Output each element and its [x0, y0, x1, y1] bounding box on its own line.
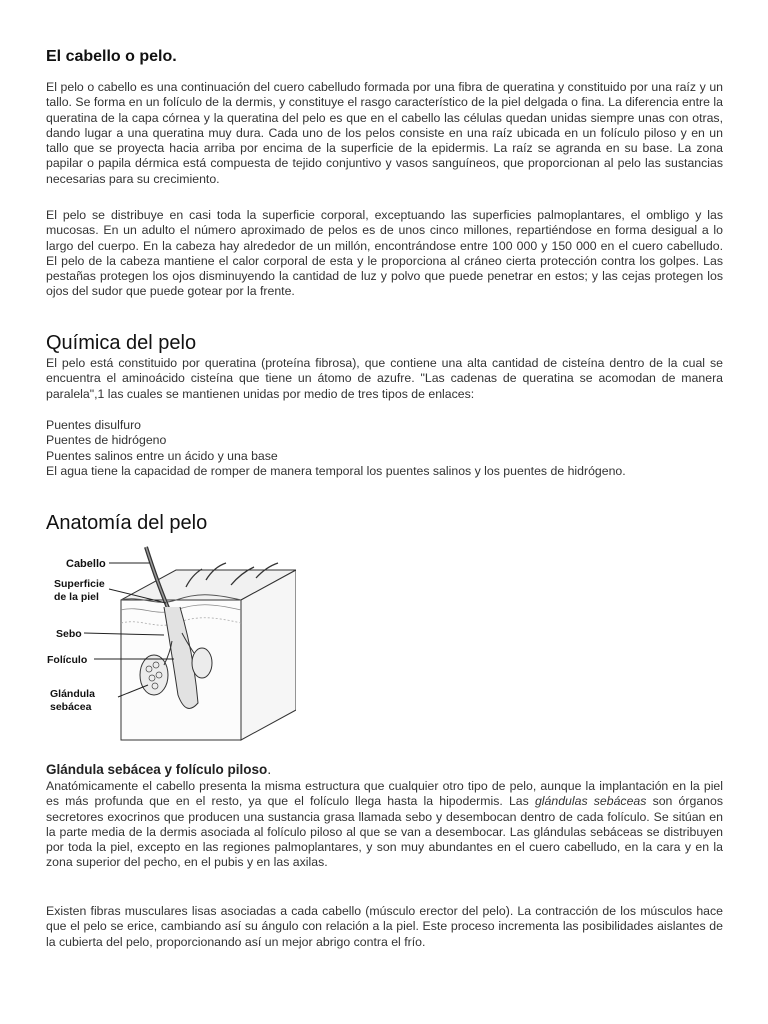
label-sebacea: sebácea: [50, 701, 92, 713]
paragraph-cabello-1: El pelo o cabello es una continuación del cuero cabelludo formada por una fibra de queratina y constituido por una raíz y un tallo. Se forma en un folículo de la dermis, y constituye el rasgo característico de la piel delgada o fina. La diferencia entre la queratina de la capa córnea y la queratina del pelo es que en el cabello las células quedan unidas siempre unas con otras, dando lugar a una queratina muy dura. Cada uno de los pelos consiste en una raíz ubicada en un folículo piloso y en un tallo que se proyecta hacia arriba por encima de la superficie de la epidermis. La raíz se agranda en su base. La zona papilar o papila dérmica está compuesta de tejido conjuntivo y vasos sanguíneos, que proporcionan al pelo las sustancias necesarias para su crecimiento.: [46, 80, 723, 186]
heading-anatomia: Anatomía del pelo: [46, 512, 208, 534]
paragraph-anatomia-1: [46, 779, 723, 871]
figure-caption: [46, 762, 271, 777]
hair-anatomy-figure: [46, 545, 296, 745]
list-item: El agua tiene la capacidad de romper de manera temporal los puentes salinos y los puentes de hidrógeno.: [46, 463, 626, 478]
bond-list: [46, 418, 626, 479]
paragraph-anatomia-2: Existen fibras musculares lisas asociadas a cada cabello (músculo erector del pelo). La contracción de los músculos hace que el pelo se erice, cambiando así su ángulo con relación a la piel. Este proceso incrementa las posibilidades aislantes de la cubierta del pelo, proporcionando así un mejor abrigo contra el frío.: [46, 904, 723, 949]
heading-quimica: Química del pelo: [46, 332, 197, 354]
paragraph-emphasis: glándulas sebáceas: [534, 794, 647, 809]
heading-cabello: El cabello o pelo.: [46, 48, 177, 65]
paragraph-quimica: El pelo está constituido por queratina (proteína fibrosa), que contiene una alta cantidad de cisteína dentro de la cual se encuentra el aminoácido cisteína que tiene un átomo de azufre. "Las cadenas de queratina se acomodan de manera paralela",1 las cuales se mantienen unidas por medio de tres tipos de enlaces:: [46, 356, 723, 401]
list-item: Puentes disulfuro: [46, 418, 142, 432]
caption-period: .: [267, 762, 272, 777]
label-cabello: Cabello: [66, 558, 106, 570]
list-item: Puentes de hidrógeno: [46, 433, 167, 448]
caption-bold: Glándula sebácea y folículo piloso: [46, 762, 268, 777]
list-item: Puentes salinos entre un ácido y una base: [46, 448, 278, 463]
label-foliculo: Folículo: [47, 654, 88, 666]
paragraph-text: Anatómicamente el cabello presenta la misma estructura que cualquier otro tipo de pelo, aunque la implantación en la piel es más profunda que en el resto, ya que el folículo llega hasta la hipodermis. Las: [46, 779, 723, 809]
label-glandula: Glándula: [50, 688, 95, 700]
paragraph-text: son órganos secretores exocrinos que producen una sustancia grasa llamada sebo y desembocan dentro de cada folículo. Se sitúan en la parte media de la dermis asociada al folículo piloso al que se van a desembocar. Las glándulas sebáceas se distribuyen por toda la piel, excepto en las regiones palmoplantares, y son muy abundantes en el cuero cabelludo, en la cara y en la zona superior del pecho, en el pubis y en las axilas.: [46, 794, 723, 870]
paragraph-cabello-2: El pelo se distribuye en casi toda la superficie corporal, exceptuando las superficies palmoplantares, el ombligo y las mucosas. En un adulto el número aproximado de pelos es de unos cinco millones, repartiéndose en forma desigual a lo largo del cuerpo. En la cabeza hay alrededor de un millón, encontrándose entre 100 000 y 150 000 en el cuero cabelludo. El pelo de la cabeza mantiene el calor corporal de esta y le proporciona al cráneo cierta protección contra los golpes. Las pestañas protegen los ojos disminuyendo la cantidad de luz y polvo que puede penetrar en estos; y las cejas protegen los ojos del sudor que puede gotear por la frente.: [46, 208, 723, 299]
label-sebo: Sebo: [56, 628, 82, 640]
label-superficie: Superficie: [54, 578, 105, 590]
label-de-la-piel: de la piel: [54, 591, 99, 603]
